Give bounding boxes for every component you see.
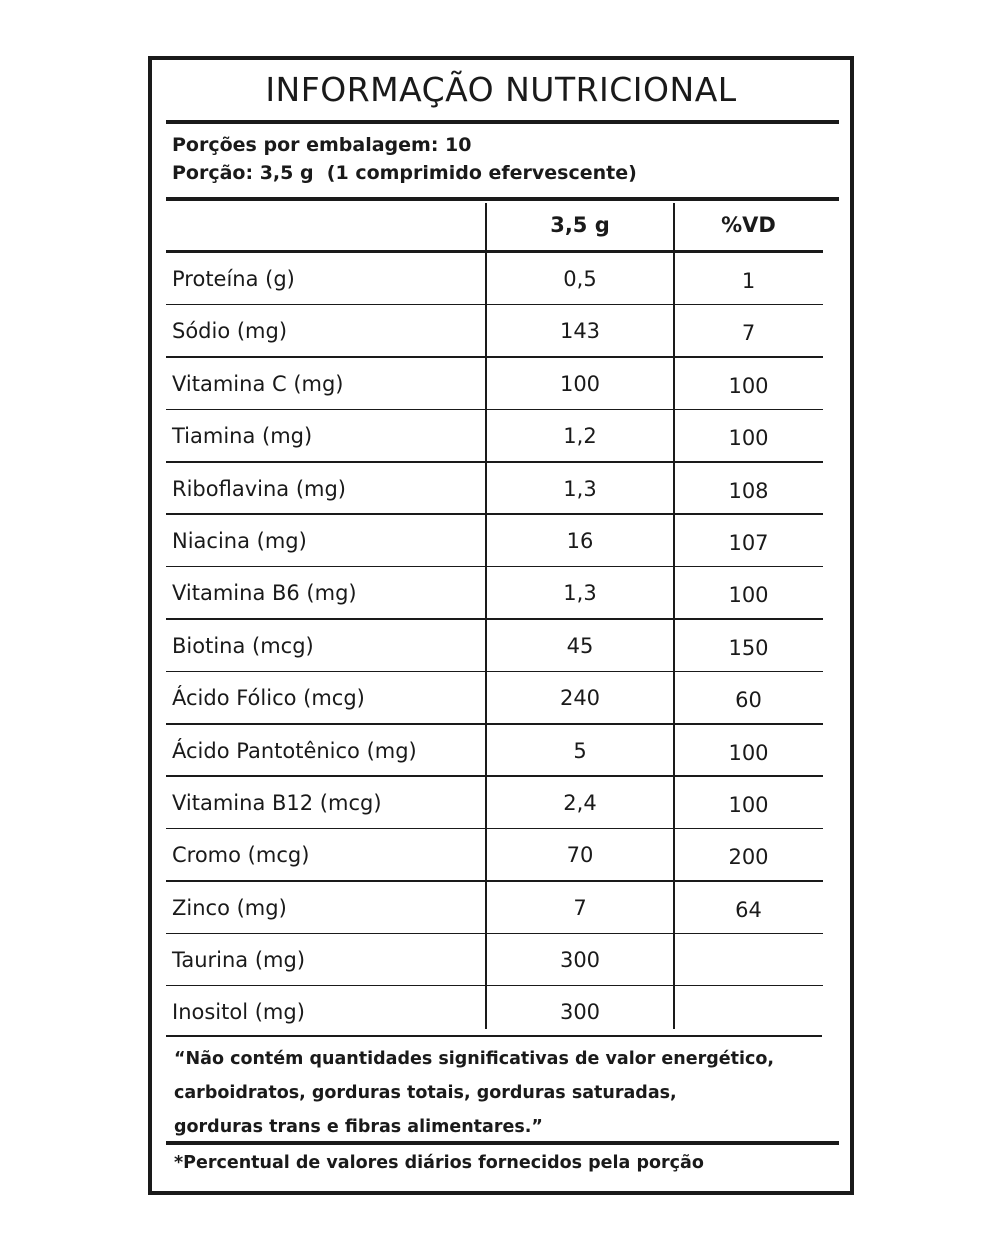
- footnote: *Percentual de valores diários fornecidos pela porção: [174, 1153, 704, 1173]
- nutrient-amount: 300: [559, 948, 601, 973]
- nutrient-name: Taurina (mg): [172, 948, 306, 973]
- note-line: carboidratos, gorduras totais, gorduras saturadas,: [174, 1083, 677, 1103]
- nutrient-amount: 16: [566, 528, 594, 553]
- table-row: [166, 672, 823, 724]
- table-row: [166, 620, 823, 672]
- nutrient-daily-value: 100: [728, 583, 769, 608]
- significance-note: [174, 1042, 814, 1144]
- table-bottom-rule: [166, 1035, 822, 1037]
- table-row: [166, 882, 823, 934]
- nutrient-amount: 1,2: [563, 424, 597, 449]
- title-divider: [166, 120, 839, 124]
- panel-title: INFORMAÇÃO NUTRICIONAL: [265, 70, 737, 109]
- table-row: [166, 725, 823, 777]
- nutrient-name: Inositol (mg): [172, 1000, 305, 1025]
- header-daily-value: %VD: [721, 213, 776, 237]
- table-header-row: [166, 203, 823, 253]
- nutrient-name: Cromo (mcg): [172, 843, 310, 868]
- nutrient-name: Proteína (g): [172, 267, 295, 291]
- table-row: [166, 567, 823, 619]
- nutrient-table: [166, 203, 823, 1039]
- note-line: gorduras trans e fibras alimentares.”: [174, 1117, 543, 1137]
- nutrient-daily-value: 60: [735, 688, 762, 713]
- table-row: [166, 253, 823, 305]
- nutrient-name: Biotina (mcg): [172, 633, 314, 658]
- table-row: [166, 986, 823, 1038]
- nutrient-name: Ácido Fólico (mcg): [172, 686, 365, 711]
- nutrient-amount: 45: [566, 633, 594, 658]
- table-row: [166, 829, 823, 881]
- header-amount: 3,5 g: [550, 213, 610, 237]
- table-row: [166, 463, 823, 515]
- nutrient-name: Niacina (mg): [172, 528, 307, 553]
- nutrient-name: Vitamina B12 (mcg): [172, 790, 382, 815]
- nutrition-facts-panel: [148, 56, 854, 1195]
- nutrient-daily-value: 100: [728, 740, 769, 765]
- nutrient-amount: 1,3: [563, 476, 597, 501]
- nutrient-daily-value: 1: [741, 269, 756, 293]
- nutrient-amount: 300: [559, 1000, 601, 1025]
- nutrient-daily-value: 107: [728, 530, 769, 555]
- nutrient-name: Ácido Pantotênico (mg): [172, 738, 417, 763]
- table-row: [166, 934, 823, 986]
- nutrient-name: Sódio (mg): [172, 319, 288, 344]
- nutrient-amount: 100: [559, 371, 601, 396]
- nutrient-daily-value: 100: [728, 373, 769, 398]
- nutrient-amount: 0,5: [563, 267, 597, 291]
- nutrient-daily-value: 108: [728, 478, 769, 503]
- nutrient-amount: 5: [573, 738, 587, 763]
- note-line: “Não contém quantidades significativas de valor energético,: [174, 1049, 775, 1069]
- table-row: [166, 515, 823, 567]
- serving-divider: [166, 197, 839, 201]
- serving-size: Porção: 3,5 g (1 comprimido efervescente): [172, 162, 637, 184]
- table-row: [166, 410, 823, 462]
- table-row: [166, 777, 823, 829]
- nutrient-daily-value: 7: [741, 321, 756, 346]
- nutrient-name: Vitamina B6 (mg): [172, 581, 357, 606]
- nutrient-name: Vitamina C (mg): [172, 371, 344, 396]
- nutrient-daily-value: 100: [728, 426, 769, 451]
- nutrient-amount: 70: [566, 843, 594, 868]
- nutrient-amount: 1,3: [563, 581, 597, 606]
- nutrient-daily-value: 100: [728, 792, 769, 817]
- nutrient-name: Zinco (mg): [172, 895, 287, 920]
- nutrient-daily-value: 150: [728, 635, 769, 660]
- table-row: [166, 305, 823, 357]
- nutrient-daily-value: 64: [735, 897, 762, 922]
- nutrient-daily-value: 200: [728, 845, 769, 870]
- footnote-divider: [166, 1141, 839, 1145]
- nutrient-amount: 240: [559, 686, 601, 711]
- nutrient-name: Riboflavina (mg): [172, 476, 346, 501]
- servings-per-package: Porções por embalagem: 10: [172, 134, 472, 156]
- nutrient-rows: [166, 253, 823, 1039]
- nutrient-amount: 2,4: [563, 790, 597, 815]
- nutrient-amount: 7: [573, 895, 587, 920]
- table-row: [166, 358, 823, 410]
- nutrient-name: Tiamina (mg): [172, 424, 313, 449]
- nutrient-amount: 143: [559, 319, 601, 344]
